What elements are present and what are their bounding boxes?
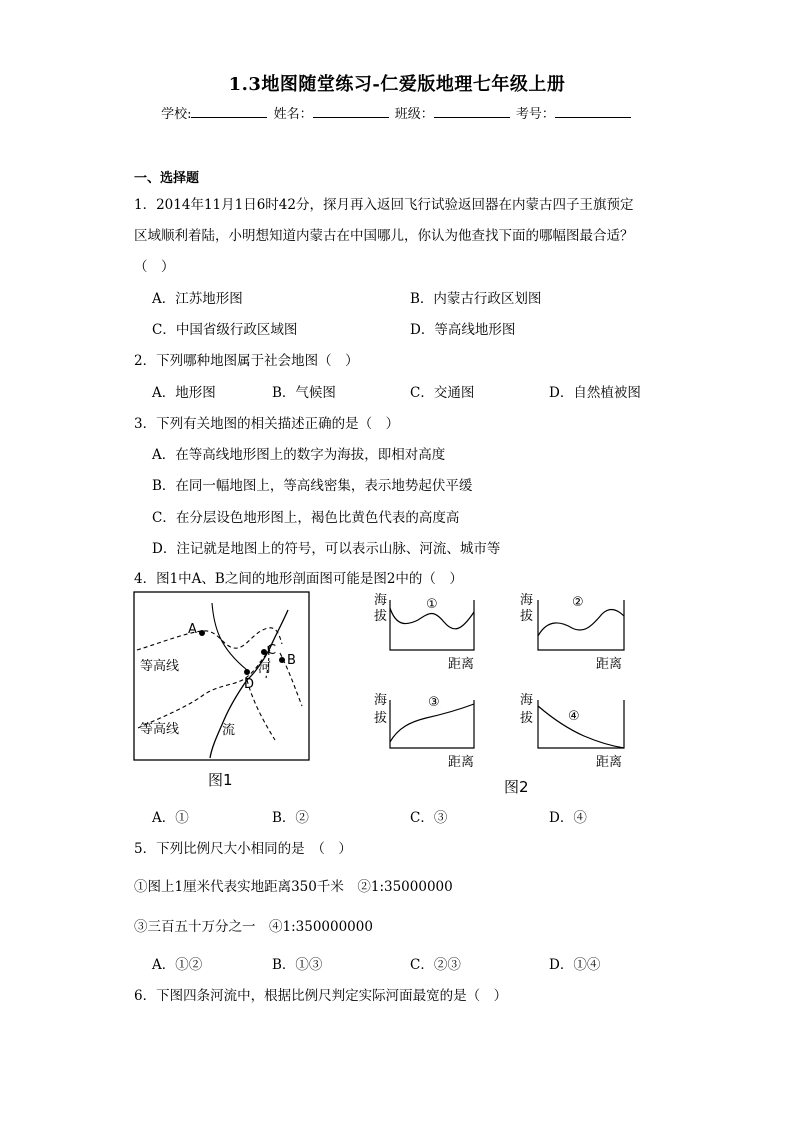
q5-option-d[interactable]: D．①④ bbox=[549, 957, 601, 973]
q2-option-a[interactable]: A．地形图 bbox=[152, 385, 216, 401]
q1-text-line2: 区域顺利着陆，小明想知道内蒙古在中国哪儿，你认为他查找下面的哪幅图最合适？ bbox=[134, 228, 634, 244]
point-a-label: A bbox=[188, 622, 197, 637]
figure1-caption: 图1 bbox=[208, 771, 233, 789]
student-info-line bbox=[0, 103, 794, 122]
point-d-label: D bbox=[244, 677, 255, 692]
contour-line-upper bbox=[137, 628, 282, 650]
panel4-axes bbox=[538, 700, 624, 748]
q4-option-b[interactable]: B．② bbox=[272, 810, 309, 826]
river-char-1: 河 bbox=[258, 661, 272, 676]
q3-option-d[interactable]: D．注记就是地图上的符号，可以表示山脉、河流、城市等 bbox=[152, 541, 501, 557]
q1-option-c[interactable]: C．中国省级行政区域图 bbox=[152, 322, 298, 338]
point-a-marker bbox=[199, 630, 205, 636]
panel1-xlabel: 距离 bbox=[448, 657, 475, 672]
name-label: 姓名： bbox=[273, 107, 313, 122]
point-b-label: B bbox=[287, 653, 296, 668]
q6-text: 6．下图四条河流中，根据比例尺判定实际河面最宽的是（ ） bbox=[134, 988, 508, 1004]
q1-option-a[interactable]: A．江苏地形图 bbox=[152, 291, 243, 307]
q5-line2: ③三百五十万分之一 ④1:350000000 bbox=[134, 919, 373, 935]
panel1-label: ① bbox=[426, 597, 438, 612]
figure1-contour-map bbox=[130, 588, 320, 794]
q3-text: 3．下列有关地图的相关描述正确的是（ ） bbox=[134, 416, 400, 432]
q2-option-d[interactable]: D．自然植被图 bbox=[549, 385, 641, 401]
panel1-ylabel-2: 拔 bbox=[374, 609, 388, 624]
class-label: 班级： bbox=[394, 107, 434, 122]
q4-option-c[interactable]: C．③ bbox=[410, 810, 448, 826]
point-b-marker bbox=[279, 657, 285, 663]
q5-option-b[interactable]: B．①③ bbox=[272, 957, 323, 973]
q5-text: 5．下列比例尺大小相同的是 （ ） bbox=[134, 841, 352, 857]
panel4-xlabel: 距离 bbox=[596, 755, 623, 770]
q5-option-a[interactable]: A．①② bbox=[152, 957, 203, 973]
contour-label-2: 等高线 bbox=[140, 722, 180, 737]
profile-panel-4 bbox=[520, 693, 624, 770]
panel1-ylabel-1: 海 bbox=[374, 593, 388, 608]
panel3-xlabel: 距离 bbox=[448, 755, 475, 770]
q3-option-c[interactable]: C．在分层设色地形图上，褐色比黄色代表的高度高 bbox=[152, 510, 460, 526]
profile-panel-1 bbox=[374, 593, 474, 672]
panel4-ylabel-2: 拔 bbox=[520, 711, 534, 726]
page-title: 1.3地图随堂练习-仁爱版地理七年级上册 bbox=[228, 74, 566, 95]
panel2-label: ② bbox=[572, 595, 584, 610]
panel3-ylabel-2: 拔 bbox=[374, 711, 388, 726]
river-char-2: 流 bbox=[222, 723, 236, 738]
profile-panel-2 bbox=[520, 593, 624, 672]
q1-text-line1: 1．2014年11月1日6时42分，探月再入返回飞行试验返回器在内蒙古四子王旗预定 bbox=[134, 197, 634, 213]
panel2-curve bbox=[538, 610, 624, 636]
section-heading: 一、选择题 bbox=[134, 171, 200, 186]
q4-text: 4．图1中A、B之间的地形剖面图可能是图2中的（ ） bbox=[134, 571, 463, 587]
profile-panel-3 bbox=[374, 693, 474, 770]
figure2-profiles bbox=[366, 588, 646, 800]
panel2-xlabel: 距离 bbox=[596, 657, 623, 672]
contour-label-1: 等高线 bbox=[140, 659, 180, 674]
figure2-caption: 图2 bbox=[504, 778, 529, 796]
name-blank[interactable] bbox=[313, 104, 389, 118]
panel3-label: ③ bbox=[428, 695, 440, 710]
q5-line1: ①图上1厘米代表实地距离350千米 ②1:35000000 bbox=[134, 879, 453, 895]
q1-text-line3: （ ） bbox=[134, 259, 175, 275]
school-blank[interactable] bbox=[191, 104, 267, 118]
q4-option-a[interactable]: A．① bbox=[152, 810, 189, 826]
q4-option-d[interactable]: D．④ bbox=[549, 810, 587, 826]
q1-option-b[interactable]: B．内蒙古行政区划图 bbox=[410, 291, 542, 307]
q1-option-d[interactable]: D．等高线地形图 bbox=[410, 322, 516, 338]
panel4-label: ④ bbox=[568, 709, 580, 724]
q2-option-b[interactable]: B．气候图 bbox=[272, 385, 336, 401]
point-c-label: C bbox=[267, 643, 277, 658]
q2-option-c[interactable]: C．交通图 bbox=[410, 385, 475, 401]
exam-number-blank[interactable] bbox=[555, 104, 631, 118]
panel3-ylabel-1: 海 bbox=[374, 693, 388, 708]
panel2-ylabel-2: 拔 bbox=[520, 609, 534, 624]
q5-option-c[interactable]: C．②③ bbox=[410, 957, 461, 973]
panel2-ylabel-1: 海 bbox=[520, 593, 534, 608]
q3-option-a[interactable]: A．在等高线地形图上的数字为海拔，即相对高度 bbox=[152, 447, 446, 463]
exam-number-label: 考号： bbox=[515, 107, 555, 122]
panel4-curve bbox=[538, 706, 624, 748]
school-label: 学校: bbox=[161, 107, 192, 122]
class-blank[interactable] bbox=[434, 104, 510, 118]
panel4-ylabel-1: 海 bbox=[520, 693, 534, 708]
point-d-marker bbox=[244, 669, 250, 675]
q3-option-b[interactable]: B．在同一幅地图上，等高线密集，表示地势起伏平缓 bbox=[152, 478, 473, 494]
q2-text: 2．下列哪种地图属于社会地图（ ） bbox=[134, 353, 359, 369]
